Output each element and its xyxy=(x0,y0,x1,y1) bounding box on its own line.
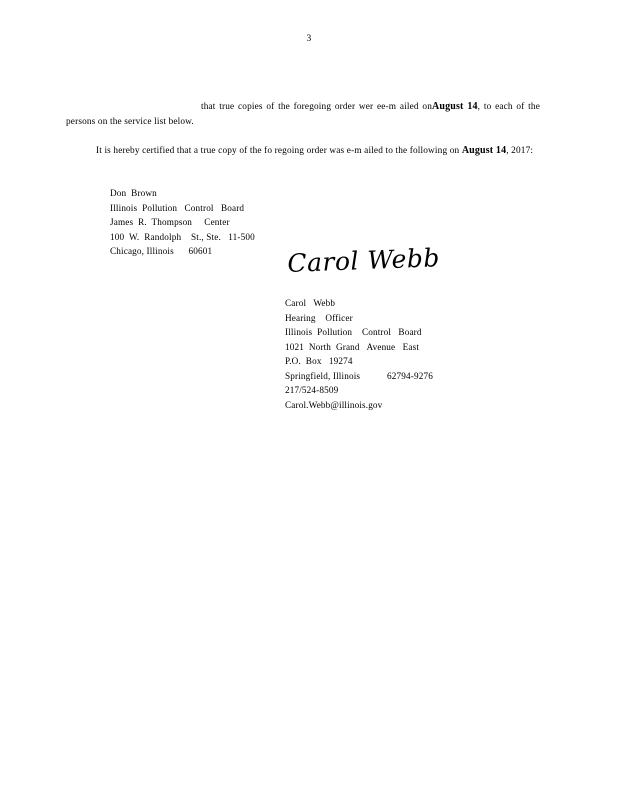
handwritten-signature: Carol Webb xyxy=(286,243,441,278)
signer-email: Carol.Webb@illinois.gov xyxy=(285,399,383,410)
recipient-address-line: Don Brown xyxy=(110,188,157,198)
certificate-paragraph-2 xyxy=(66,143,540,159)
page-number: 3 xyxy=(306,34,312,44)
recipient-address-line: James R. Thompson Center xyxy=(110,217,230,228)
signer-city-state-zip: Springfield, Illinois 62794-9276 xyxy=(285,370,433,381)
recipient-address-line: Chicago, Illinois 60601 xyxy=(110,246,213,257)
signer-organization: Illinois Pollution Control Board xyxy=(285,327,422,338)
certificate-paragraph-1 xyxy=(66,99,540,130)
paragraph-1-date: August 14 xyxy=(432,101,478,112)
signer-title: Hearing Officer xyxy=(285,312,353,323)
signer-address-block xyxy=(285,296,615,412)
signer-street: 1021 North Grand Avenue East xyxy=(285,341,420,352)
paragraph-1-suffix: , to each of the persons on the service list below. xyxy=(66,102,540,128)
signer-po-box: P.O. Box 19274 xyxy=(285,356,353,367)
signer-name: Carol Webb xyxy=(285,298,336,308)
signer-phone: 217/524-8509 xyxy=(285,385,339,396)
paragraph-2-suffix: , 2017: xyxy=(506,146,534,157)
recipient-address-line: 100 W. Randolph St., Ste. 11-500 xyxy=(110,231,255,242)
certificate-body xyxy=(66,99,540,159)
paragraph-2-text: It is hereby certified that a true copy of the fo regoing order was e-m ailed to the following on xyxy=(96,146,462,157)
recipient-address-line: Illinois Pollution Control Board xyxy=(110,202,245,213)
paragraph-2-date: August 14 xyxy=(461,145,507,157)
paragraph-1-text: that true copies of the foregoing order wer ee-m ailed on xyxy=(201,102,433,112)
